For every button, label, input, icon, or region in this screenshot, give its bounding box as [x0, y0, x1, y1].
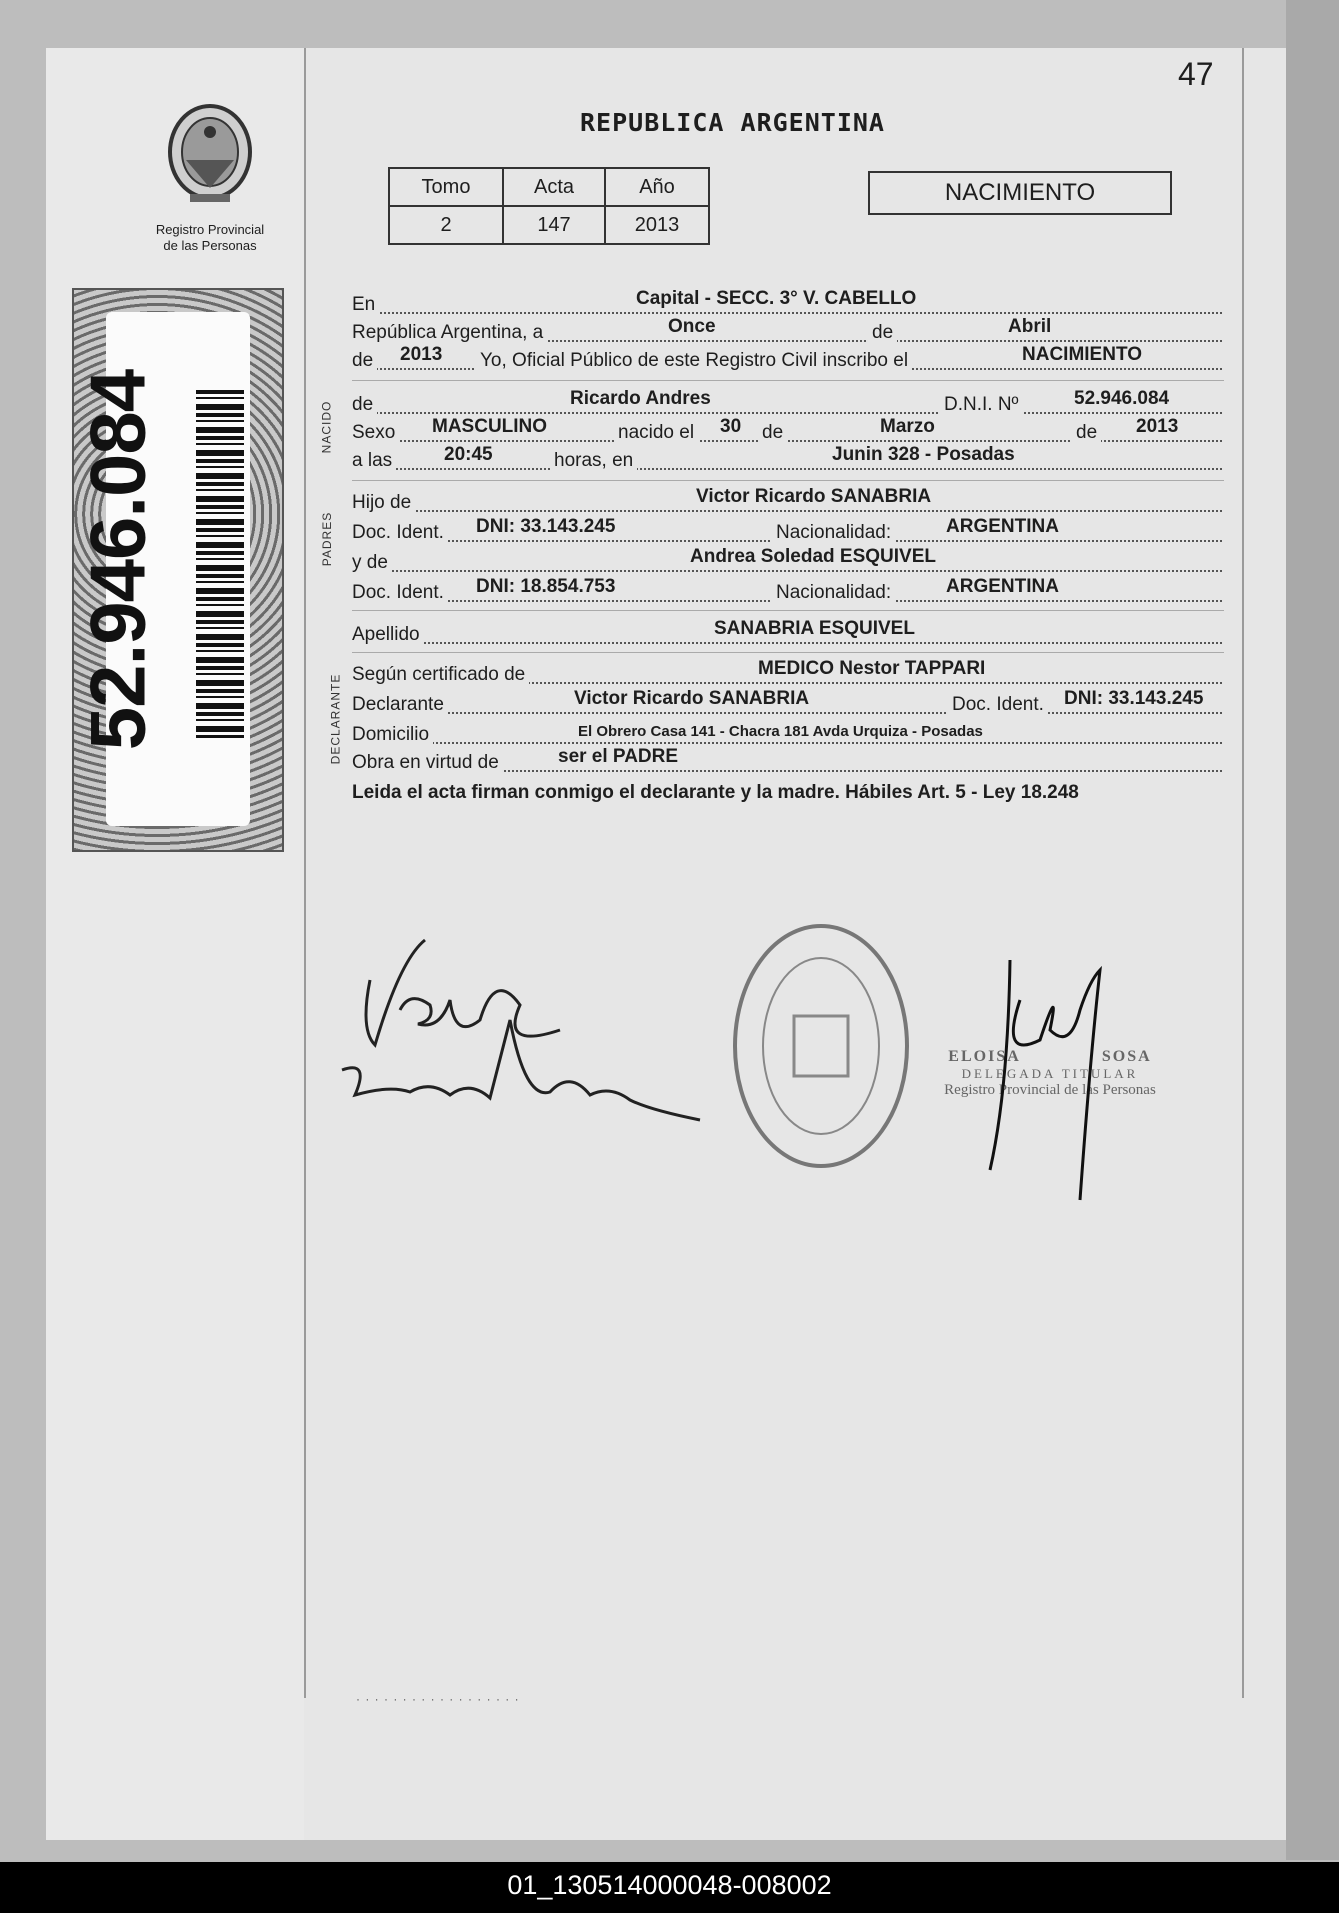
- value-nacido-anio: 2013: [1136, 416, 1179, 437]
- value-en: Capital - SECC. 3° V. CABELLO: [636, 288, 917, 309]
- section-divider: [352, 380, 1224, 381]
- page-number: 47: [1178, 56, 1214, 92]
- label-a-las: a las: [352, 450, 396, 472]
- row-nombre: [352, 390, 1222, 416]
- label-horas-en: horas, en: [550, 450, 637, 472]
- value-madre-doc: DNI: 18.854.753: [476, 576, 616, 597]
- official-office: Registro Provincial de las Personas: [944, 1082, 1156, 1098]
- value-acta: 147: [503, 206, 605, 244]
- register-table: [388, 167, 710, 245]
- id-tag-number: 52.946.084: [73, 369, 162, 751]
- value-anio-registro: 2013: [400, 344, 443, 365]
- row-madre-doc: [352, 578, 1222, 604]
- dotted-line: [352, 468, 1222, 470]
- left-rule: [304, 48, 306, 1698]
- value-nombre: Ricardo Andres: [570, 388, 711, 409]
- row-padre: [352, 488, 1222, 514]
- label-declarante: Declarante: [352, 694, 448, 716]
- row-sexo: [352, 418, 1222, 444]
- label-sexo: Sexo: [352, 422, 399, 444]
- seal-caption: [140, 222, 280, 254]
- value-nacido-dia: 30: [720, 416, 742, 437]
- side-label-nacido: NACIDO: [319, 400, 334, 454]
- official-name: ELOISA: [948, 1048, 1020, 1065]
- declarant-signature-icon: [330, 920, 710, 1150]
- value-madre: Andrea Soledad ESQUIVEL: [690, 546, 936, 567]
- dotted-line: [352, 312, 1222, 314]
- barcode-icon: [196, 390, 244, 738]
- value-padre-nac: ARGENTINA: [946, 516, 1059, 537]
- value-domicilio: El Obrero Casa 141 - Chacra 181 Avda Urquiza - Posadas: [578, 723, 983, 740]
- official-surname: SOSA: [1101, 1048, 1152, 1065]
- row-padre-doc: [352, 518, 1222, 544]
- provincial-seal-icon: [160, 100, 260, 206]
- row-declarante: [352, 690, 1222, 716]
- closing-statement: Leida el acta firman conmigo el declarante y la madre. Hábiles Art. 5 - Ley 18.248: [352, 782, 1079, 803]
- faded-code: · · · · · · · · · · · · · · · · · ·: [356, 1692, 520, 1706]
- side-label-declarante: DECLARANTE: [328, 673, 343, 765]
- label-doc-ident-padre: Doc. Ident.: [352, 522, 448, 544]
- seal-caption-line-2: de las Personas: [163, 238, 257, 253]
- value-tomo: 2: [389, 206, 503, 244]
- label-de-anio: de: [352, 350, 377, 372]
- label-en: En: [352, 294, 379, 316]
- label-domicilio: Domicilio: [352, 724, 433, 746]
- label-de-2: de: [758, 422, 787, 444]
- row-republica: [352, 318, 1222, 344]
- value-lugar: Junin 328 - Posadas: [832, 444, 1015, 465]
- label-nacionalidad-madre: Nacionalidad:: [772, 582, 895, 604]
- value-declarante-doc: DNI: 33.143.245: [1064, 688, 1204, 709]
- label-yo: Yo, Oficial Público de este Registro Civil inscribo el: [476, 350, 912, 372]
- value-segun: MEDICO Nestor TAPPARI: [758, 658, 986, 679]
- value-anio: 2013: [605, 206, 709, 244]
- row-segun: [352, 660, 1222, 686]
- registry-stamp-icon: [726, 916, 916, 1176]
- row-anio: [352, 346, 1222, 372]
- label-apellido: Apellido: [352, 624, 424, 646]
- label-nacionalidad-padre: Nacionalidad:: [772, 522, 895, 544]
- value-sexo: MASCULINO: [432, 416, 548, 437]
- row-apellido: [352, 620, 1222, 646]
- dotted-line: [352, 412, 1222, 414]
- label-doc-ident-madre: Doc. Ident.: [352, 582, 448, 604]
- official-title: DELEGADA TITULAR: [961, 1066, 1139, 1081]
- row-domicilio: [352, 720, 1222, 746]
- dotted-line: [352, 570, 1222, 572]
- value-obra: ser el PADRE: [558, 746, 679, 767]
- right-rule: [1242, 48, 1244, 1698]
- label-segun: Según certificado de: [352, 664, 529, 686]
- dotted-line: [352, 742, 1222, 744]
- scan-edge: [1286, 0, 1339, 1860]
- row-obra: [352, 748, 1222, 774]
- label-hijo-de: Hijo de: [352, 492, 415, 514]
- value-madre-nac: ARGENTINA: [946, 576, 1059, 597]
- label-republica: República Argentina, a: [352, 322, 547, 344]
- value-apellido: SANABRIA ESQUIVEL: [714, 618, 915, 639]
- value-nacido-mes: Marzo: [880, 416, 935, 437]
- dotted-line: [352, 712, 1222, 714]
- value-padre-doc: DNI: 33.143.245: [476, 516, 616, 537]
- label-declarante-doc: Doc. Ident.: [948, 694, 1048, 716]
- header-tomo: Tomo: [389, 168, 503, 206]
- label-y-de: y de: [352, 552, 392, 574]
- row-madre: [352, 548, 1222, 574]
- seal-caption-line-1: Registro Provincial: [155, 222, 265, 237]
- value-declarante: Victor Ricardo SANABRIA: [574, 688, 810, 709]
- header-anio: Año: [605, 168, 709, 206]
- row-hora: [352, 446, 1222, 472]
- value-dia: Once: [668, 316, 716, 337]
- label-de-nombre: de: [352, 394, 377, 416]
- label-dni: D.N.I. Nº: [940, 394, 1023, 416]
- section-divider: [352, 652, 1224, 653]
- value-padre: Victor Ricardo SANABRIA: [696, 486, 932, 507]
- row-en: [352, 290, 1222, 316]
- dotted-line: [352, 510, 1222, 512]
- label-de-3: de: [1072, 422, 1101, 444]
- value-mes: Abril: [1008, 316, 1052, 337]
- value-inscribo: NACIMIENTO: [1022, 344, 1142, 365]
- label-obra: Obra en virtud de: [352, 752, 503, 774]
- label-nacido-el: nacido el: [614, 422, 698, 444]
- footer-code: 01_130514000048-008002: [507, 1870, 832, 1900]
- section-divider: [352, 480, 1224, 481]
- dotted-line: [352, 642, 1222, 644]
- value-hora: 20:45: [444, 444, 493, 465]
- value-dni: 52.946.084: [1074, 388, 1170, 409]
- label-de-mes: de: [868, 322, 897, 344]
- section-divider: [352, 610, 1224, 611]
- side-label-padres: PADRES: [320, 511, 335, 567]
- header-acta: Acta: [503, 168, 605, 206]
- record-type-box: NACIMIENTO: [868, 171, 1172, 215]
- official-signature-icon: [980, 940, 1120, 1210]
- document-title: REPUBLICA ARGENTINA: [580, 108, 885, 137]
